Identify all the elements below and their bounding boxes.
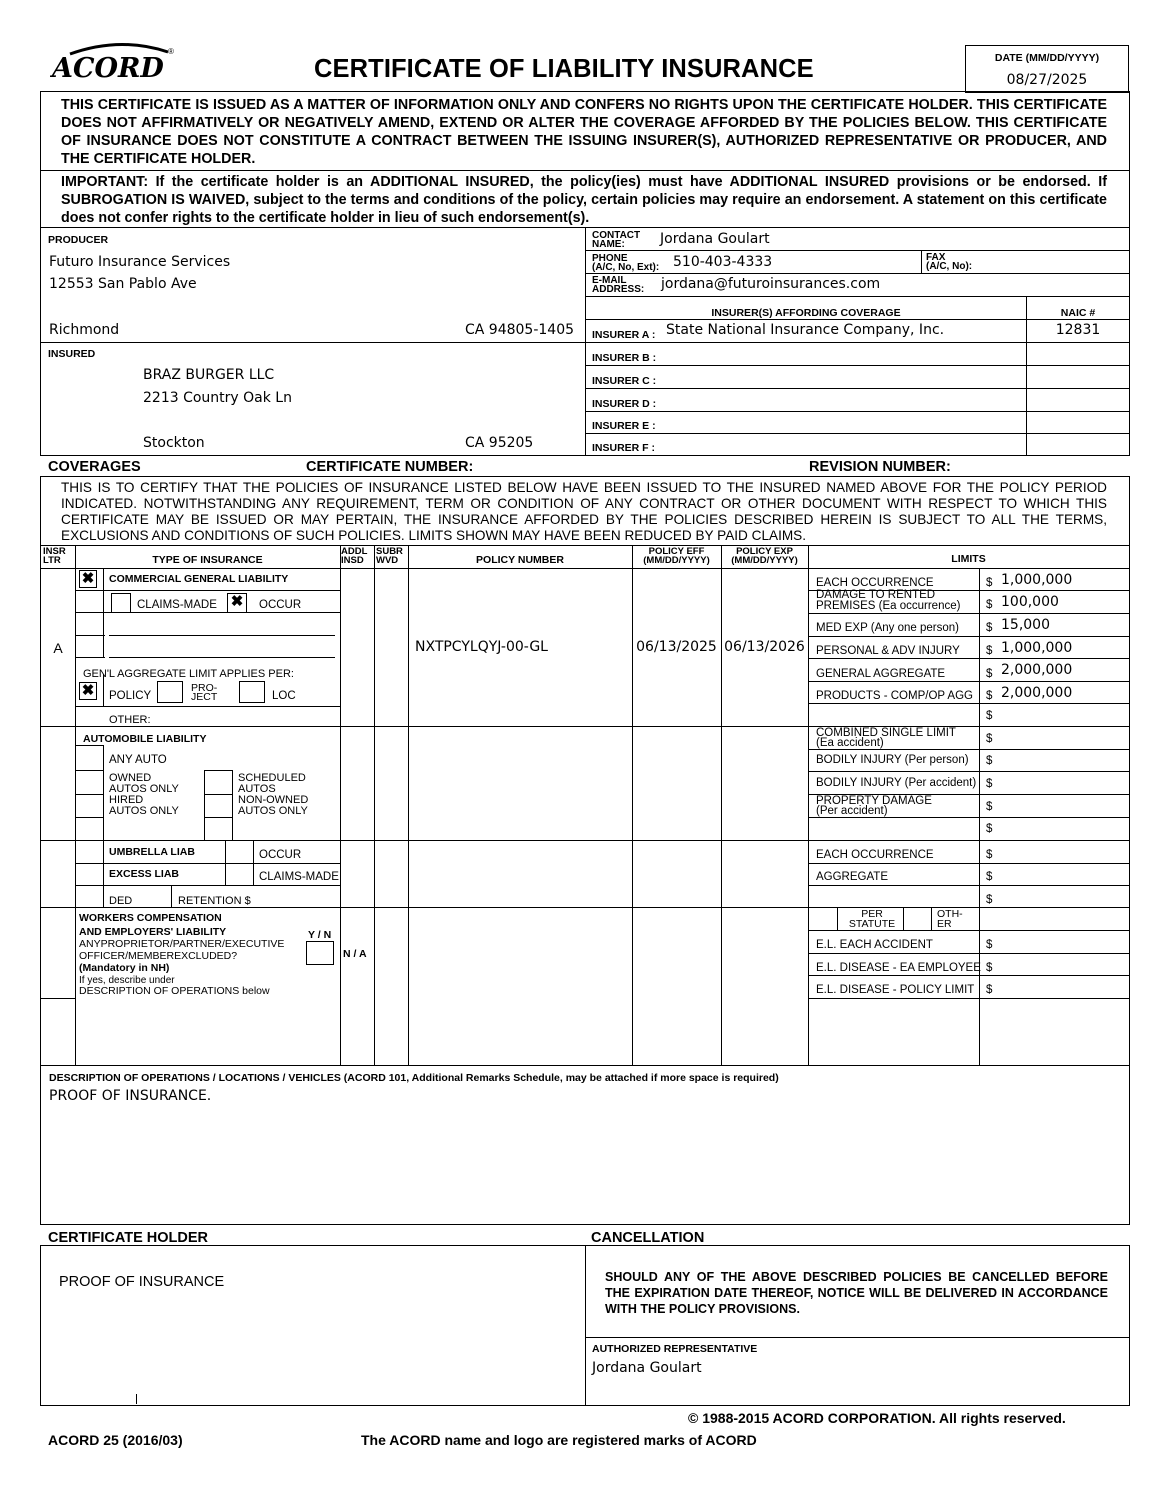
producer-state-zip: CA 94805-1405 — [465, 322, 575, 338]
proprietor-line-4: If yes, describe under — [79, 975, 175, 986]
producer-address: 12553 San Pablo Ave — [49, 276, 197, 292]
insurer-letter-gl: A — [53, 640, 63, 656]
dollar-sign: $ — [986, 778, 993, 790]
workers-na-label: N / A — [343, 948, 367, 960]
el-disease-employee-label: E.L. DISEASE - EA EMPLOYEE — [816, 962, 981, 974]
producer-insurer-box — [40, 227, 1130, 456]
loc-label: LOC — [272, 690, 296, 702]
coverage-table — [40, 476, 1130, 1066]
loc-checkbox[interactable] — [239, 681, 265, 703]
owned-autos-label: OWNED AUTOS ONLY — [109, 772, 179, 795]
revision-number-label: REVISION NUMBER: — [809, 459, 951, 475]
per-statute-label: PER STATUTE — [848, 908, 896, 930]
gl-policy-exp: 06/13/2026 — [724, 639, 805, 655]
date-label: DATE (MM/DD/YYYY) — [994, 52, 1100, 64]
cancellation-text: SHOULD ANY OF THE ABOVE DESCRIBED POLICIES BE CANCELLED BEFORE THE EXPIRATION DATE THEREOF, NOTICE WILL BE DELIVERED IN ACCORDANCE WITH THE POLICY PROVISIONS. — [605, 1270, 1108, 1316]
insurers-header: INSURER(S) AFFORDING COVERAGE — [711, 307, 901, 319]
dollar-sign: $ — [986, 710, 993, 722]
dollar-sign: $ — [986, 622, 993, 634]
acord-logo — [50, 40, 180, 85]
phone-value: 510-403-4333 — [673, 254, 773, 270]
limit-damage-rented-value: 100,000 — [1001, 594, 1059, 610]
insured-name: BRAZ BURGER LLC — [143, 367, 275, 383]
insurer-d-label: INSURER D : — [592, 398, 657, 410]
dollar-sign: $ — [986, 599, 993, 611]
claims-made-label: CLAIMS-MADE — [137, 599, 217, 611]
limit-general-agg-value: 2,000,000 — [1001, 662, 1073, 678]
limit-products-value: 2,000,000 — [1001, 685, 1073, 701]
dollar-sign: $ — [986, 755, 993, 767]
notice-2: IMPORTANT: If the certificate holder is an ADDITIONAL INSURED, the policy(ies) must have ADDITIONAL INSURED provisions or be endorsed. If SUBROGATION IS WAIVED, subject to the terms and conditions of the policy, certain policies may require an endorsement. A statement on this certificate does not confer rights to the certificate holder in lieu of such endorsement(s). — [61, 174, 1107, 226]
insurer-f-label: INSURER F : — [592, 442, 655, 454]
dollar-sign: $ — [986, 801, 993, 813]
umbrella-each-occurrence-label: EACH OCCURRENCE — [816, 849, 934, 861]
limit-med-exp-value: 15,000 — [1001, 617, 1050, 633]
ded-label: DED — [109, 895, 133, 907]
producer-label: PRODUCER — [48, 234, 109, 246]
el-disease-policy-label: E.L. DISEASE - POLICY LIMIT — [816, 984, 975, 996]
notice-1: THIS CERTIFICATE IS ISSUED AS A MATTER OF INFORMATION ONLY AND CONFERS NO RIGHTS UPON THE CERTIFICATE HOLDER. THIS CERTIFICATE DOES NOT AFFIRMATIVELY OR NEGATIVELY AMEND, EXTEND OR ALTER THE COVERAGE AFFORDED BY THE POLICIES BELOW. THIS CERTIFICATE OF INSURANCE DOES NOT CONSTITUTE A CONTRACT BETWEEN THE ISSUING INSURER(S), AUTHORIZED REPRESENTATIVE OR PRODUCER, AND THE CERTIFICATE HOLDER. — [61, 97, 1107, 167]
proprietor-line-1: ANYPROPRIETOR/PARTNER/EXECUTIVE — [79, 938, 285, 950]
fax-label: FAX (A/C, No): — [926, 252, 973, 272]
limits-header: LIMITS — [951, 553, 986, 565]
gl-title: COMMERCIAL GENERAL LIABILITY — [109, 573, 289, 585]
date-value: 08/27/2025 — [1006, 72, 1088, 88]
proprietor-line-3: (Mandatory in NH) — [79, 962, 170, 974]
certificate-holder-label: CERTIFICATE HOLDER — [48, 1230, 209, 1246]
authorized-rep-value: Jordana Goulart — [592, 1360, 702, 1376]
retention-label: RETENTION $ — [178, 895, 251, 907]
description-label: DESCRIPTION OF OPERATIONS / LOCATIONS / VEHICLES (ACORD 101, Additional Remarks Schedule, may be attached if more space is required) — [49, 1072, 779, 1084]
page-title: CERTIFICATE OF LIABILITY INSURANCE — [314, 55, 814, 83]
coverages-label: COVERAGES — [48, 459, 141, 475]
contact-name: Jordana Goulart — [660, 231, 770, 247]
bodily-injury-person-label: BODILY INJURY (Per person) — [816, 754, 969, 766]
bodily-injury-accident-label: BODILY INJURY (Per accident) — [816, 777, 977, 789]
dollar-sign: $ — [986, 849, 993, 861]
dollar-sign: $ — [986, 984, 993, 996]
project-checkbox[interactable] — [157, 681, 183, 703]
hired-autos-label: HIRED AUTOS ONLY — [109, 794, 179, 817]
proprietor-excluded-checkbox[interactable] — [306, 941, 334, 965]
claims-made-checkbox[interactable] — [111, 593, 131, 613]
description-value: PROOF OF INSURANCE. — [49, 1088, 212, 1104]
dollar-sign: $ — [986, 668, 993, 680]
excess-liab-label: EXCESS LIAB — [109, 868, 180, 880]
notice-box — [40, 91, 1130, 228]
insurer-a-naic: 12831 — [1055, 322, 1101, 338]
date-box — [965, 45, 1129, 93]
limit-personal-adv-label: PERSONAL & ADV INJURY — [816, 645, 960, 657]
proprietor-line-5: DESCRIPTION OF OPERATIONS below — [79, 985, 270, 997]
insured-state-zip: CA 95205 — [465, 435, 534, 451]
project-label: PRO- JECT — [191, 682, 218, 703]
limit-med-exp-label: MED EXP (Any one person) — [816, 622, 959, 634]
dollar-sign: $ — [986, 894, 993, 906]
umbrella-claims-made-label: CLAIMS-MADE — [259, 871, 339, 883]
phone-label: PHONE (A/C, No, Ext): — [592, 253, 660, 273]
workers-comp-title: WORKERS COMPENSATION AND EMPLOYERS' LIABILITY — [79, 912, 227, 938]
any-auto-checkbox[interactable] — [81, 749, 99, 767]
policy-label: POLICY — [109, 690, 152, 702]
coverage-statement: THIS IS TO CERTIFY THAT THE POLICIES OF INSURANCE LISTED BELOW HAVE BEEN ISSUED TO THE INSURED NAMED ABOVE FOR THE POLICY PERIOD INDICATED. NOTWITHSTANDING ANY REQUIREMENT, TERM OR CONDITION OF ANY CONTRACT OR OTHER DOCUMENT WITH RESPECT TO WHICH THIS CERTIFICATE MAY BE ISSUED OR MAY PERTAIN, THE INSURANCE AFFORDED BY THE POLICIES DESCRIBED HEREIN IS SUBJECT TO ALL THE TERMS, EXCLUSIONS AND CONDITIONS OF SUCH POLICIES. LIMITS SHOWN MAY HAVE BEEN REDUCED BY PAID CLAIMS. — [61, 480, 1107, 543]
dollar-sign: $ — [986, 733, 993, 745]
dollar-sign: $ — [986, 823, 993, 835]
occur-label: OCCUR — [259, 599, 302, 611]
limit-damage-rented-label: DAMAGE TO RENTED PREMISES (Ea occurrence) — [816, 589, 961, 612]
copyright-text: © 1988-2015 ACORD CORPORATION. All rights reserved. — [688, 1410, 1066, 1426]
form-number: ACORD 25 (2016/03) — [48, 1432, 183, 1448]
gl-checkbox[interactable]: ✖ — [79, 570, 97, 588]
policy-eff-header: POLICY EFF (MM/DD/YYYY) — [643, 546, 710, 566]
insured-city: Stockton — [143, 435, 205, 451]
addl-insd-header: ADDL INSD — [341, 546, 368, 566]
email-label: E-MAIL ADDRESS: — [592, 275, 645, 295]
proprietor-line-2: OFFICER/MEMBEREXCLUDED? — [79, 950, 238, 962]
policy-number-header: POLICY NUMBER — [476, 554, 564, 566]
subr-wvd-header: SUBR WVD — [376, 546, 403, 566]
dollar-sign: $ — [986, 939, 993, 951]
limit-each-occurrence-value: 1,000,000 — [1001, 572, 1073, 588]
authorized-rep-label: AUTHORIZED REPRESENTATIVE — [592, 1343, 758, 1355]
dollar-sign: $ — [986, 577, 993, 589]
dollar-sign: $ — [986, 962, 993, 974]
holder-cancellation-box — [40, 1245, 1130, 1406]
combined-single-limit-label: COMBINED SINGLE LIMIT (Ea accident) — [816, 727, 956, 749]
policy-checkbox[interactable]: ✖ — [79, 682, 97, 700]
logo-text: ACORD — [52, 53, 164, 84]
naic-label: NAIC # — [1060, 307, 1096, 319]
limit-personal-adv-value: 1,000,000 — [1001, 640, 1073, 656]
insurer-b-label: INSURER B : — [592, 352, 657, 364]
limit-each-occurrence-label: EACH OCCURRENCE — [816, 577, 934, 589]
limit-products-label: PRODUCTS - COMP/OP AGG — [816, 690, 973, 702]
description-box — [40, 1065, 1130, 1225]
scheduled-autos-label: SCHEDULED AUTOS — [238, 772, 306, 795]
insurer-e-label: INSURER E : — [592, 420, 656, 432]
umbrella-liab-label: UMBRELLA LIAB — [109, 846, 195, 858]
insurer-c-label: INSURER C : — [592, 375, 657, 387]
gl-policy-number: NXTPCYLQYJ-00-GL — [415, 639, 548, 655]
any-auto-label: ANY AUTO — [109, 754, 167, 766]
limit-general-agg-label: GENERAL AGGREGATE — [816, 668, 946, 680]
umbrella-aggregate-label: AGGREGATE — [816, 871, 888, 883]
certificate-holder-value: PROOF OF INSURANCE — [59, 1274, 225, 1290]
occur-checkbox[interactable]: ✖ — [227, 593, 247, 613]
property-damage-label: PROPERTY DAMAGE (Per accident) — [816, 795, 932, 817]
insured-label: INSURED — [48, 348, 96, 360]
other-er-label: OTH- ER — [937, 908, 963, 930]
dollar-sign: $ — [986, 645, 993, 657]
el-each-accident-label: E.L. EACH ACCIDENT — [816, 939, 933, 951]
svg-text:®: ® — [168, 47, 174, 56]
type-header: TYPE OF INSURANCE — [152, 554, 263, 566]
insr-ltr-header: INSR LTR — [43, 546, 66, 566]
insured-address: 2213 Country Oak Ln — [143, 390, 292, 406]
non-owned-autos-label: NON-OWNED AUTOS ONLY — [238, 794, 309, 817]
registered-marks-text: The ACORD name and logo are registered marks of ACORD — [361, 1432, 757, 1448]
gl-policy-eff: 06/13/2025 — [636, 639, 717, 655]
cancellation-label: CANCELLATION — [591, 1230, 705, 1246]
contact-name-label: CONTACT NAME: — [592, 230, 641, 250]
producer-city: Richmond — [49, 322, 120, 338]
policy-exp-header: POLICY EXP (MM/DD/YYYY) — [731, 546, 798, 566]
dollar-sign: $ — [986, 871, 993, 883]
auto-title: AUTOMOBILE LIABILITY — [83, 733, 207, 745]
insurer-a-label: INSURER A : — [592, 329, 656, 341]
insurer-a-name: State National Insurance Company, Inc. — [666, 322, 945, 338]
other-label: OTHER: — [109, 714, 151, 726]
producer-name: Futuro Insurance Services — [49, 254, 231, 270]
umbrella-occur-label: OCCUR — [259, 849, 302, 861]
genl-agg-label: GEN'L AGGREGATE LIMIT APPLIES PER: — [83, 668, 294, 680]
dollar-sign: $ — [986, 690, 993, 702]
certificate-number-label: CERTIFICATE NUMBER: — [306, 459, 474, 475]
yn-label: Y / N — [308, 929, 332, 941]
email-value: jordana@futuroinsurances.com — [661, 276, 881, 292]
